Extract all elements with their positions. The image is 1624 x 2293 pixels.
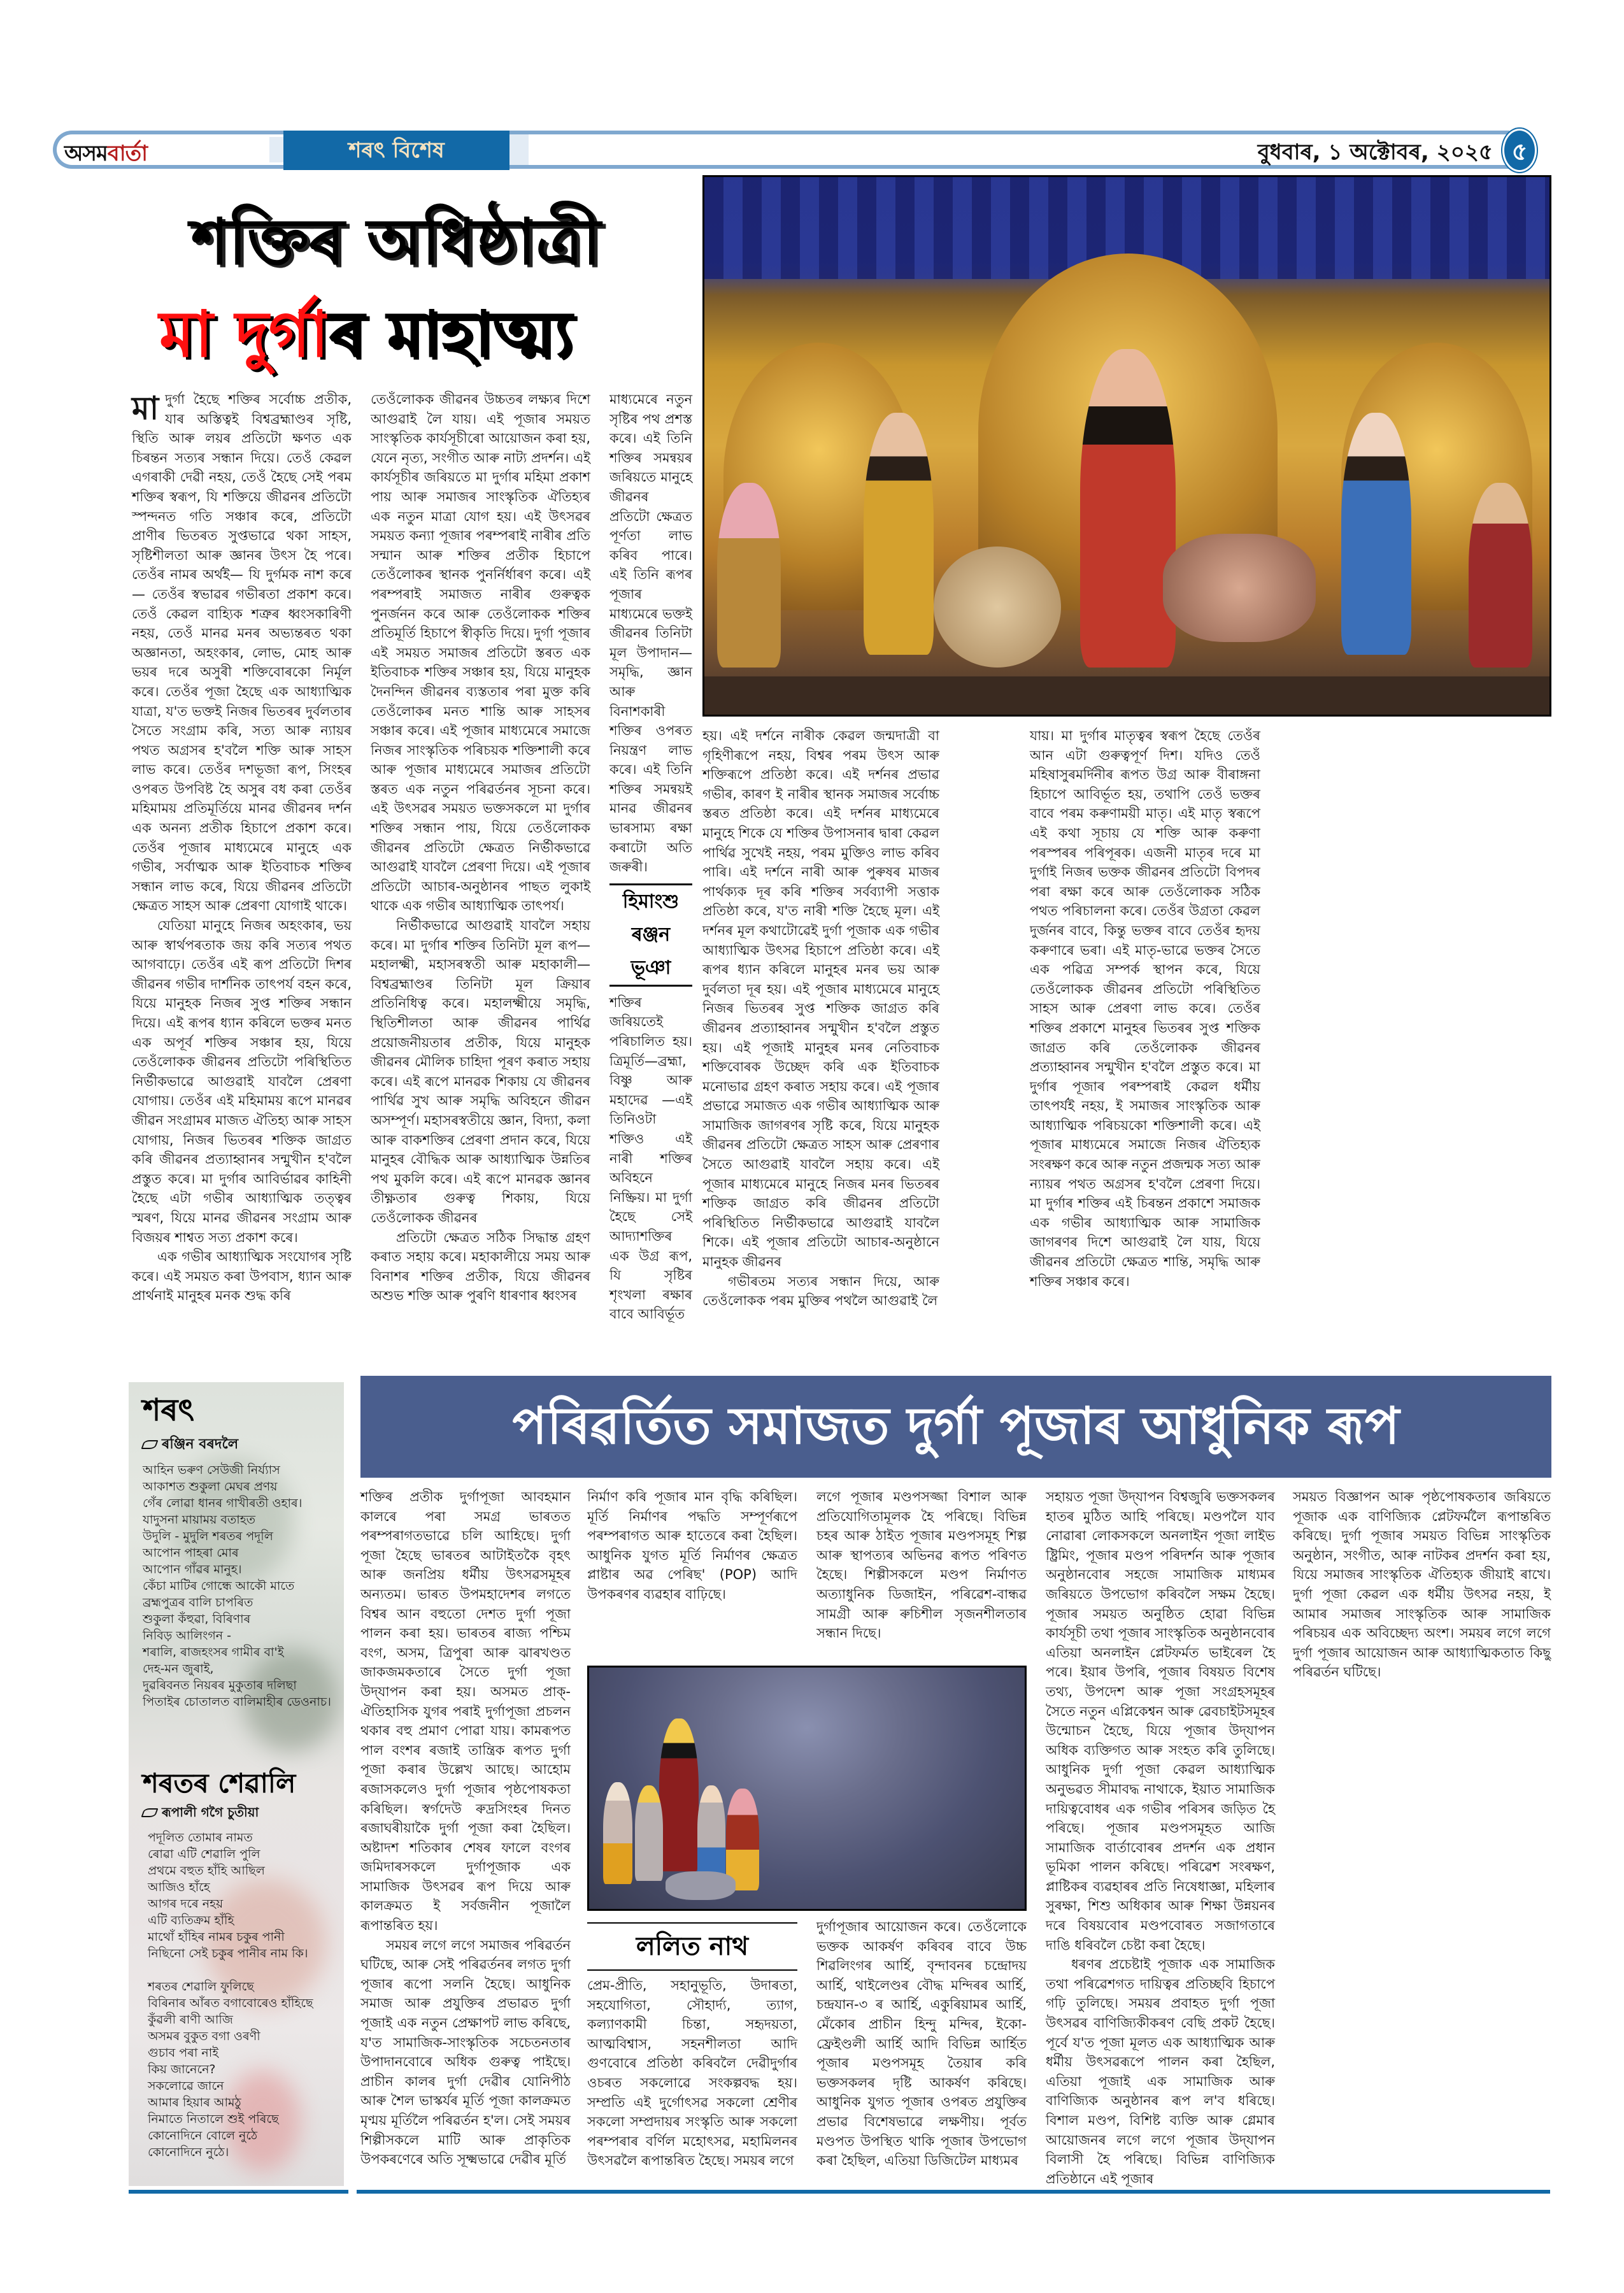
poem-line: ৰোৱা এটি শেৱালি পুলি bbox=[148, 1847, 260, 1861]
article1-paragraph: তেওঁলোকক জীৱনৰ উচ্চতৰ লক্ষ্যৰ দিশে আগুৱাই লৈ যায়। এই পূজাৰ সময়ত সাংস্কৃতিক কাৰ্যসূচীৰো আয়োজন কৰা হয়, যেনে নৃত্য, সংগীত আৰু নাট্য প্ৰদৰ্শন। এই কাৰ্যসূচীৰ জৰিয়তে মা দুৰ্গাৰ মহিমা প্ৰকাশ পায় আৰু সমাজৰ সাংস্কৃতিক ঐতিহ্যৰ এক নতুন মাত্ৰা যোগ হয়। এই উৎসৱৰ সময়ত কন্যা পূজাৰ পৰম্পৰাই নাৰীৰ প্ৰতি সন্মান আৰু শক্তিৰ প্ৰতীক হিচাপে তেওঁলোকৰ স্থানক পুনৰ্নিৰ্ধাৰণ কৰে। এই পৰম্পৰাই সমাজত নাৰীৰ গুৰুত্বক পুনৰ্জনন কৰে আৰু তেওঁলোকক শক্তিৰ প্ৰতিমূৰ্তি হিচাপে স্বীকৃতি দিয়ে। দুৰ্গা পূজাৰ এই সময়ত সমাজৰ প্ৰতিটো স্তৰত এক ইতিবাচক শক্তিৰ সঞ্চাৰ হয়, যিয়ে মানুহক দৈনন্দিন জীৱনৰ ব্যস্ততাৰ পৰা মুক্ত কৰি তেওঁলোকৰ মনত শান্তি আৰু সাহসৰ সঞ্চাৰ কৰে। এই পূজাৰ মাধ্যমেৰে সমাজে নিজৰ সাংস্কৃতিক পৰিচয়ক শক্তিশালী কৰে আৰু পূজাৰ মাধ্যমেৰে সমাজৰ প্ৰতিটো স্তৰত এক নতুন পৰিৱৰ্তনৰ সূচনা কৰে। এই উৎসৱৰ সময়ত ভক্তসকলে মা দুৰ্গাৰ শক্তিৰ সন্ধান পায়, যিয়ে তেওঁলোকক জীৱনৰ প্ৰতিটো ক্ষেত্ৰত নিৰ্ভীকভাৱে আগুৱাই যাবলৈ প্ৰেৰণা দিয়ে। এই পূজাৰ প্ৰতিটো আচাৰ-অনুষ্ঠানৰ পাছত লুকাই থাকে এক গভীৰ আধ্যাত্মিক তাৎপৰ্য। bbox=[371, 392, 590, 914]
issue-date: বুধবাৰ, ১ অক্টোবৰ, ২০২৫ bbox=[1257, 139, 1493, 165]
poem-line: কেঁচা মাটিৰ গোন্ধে আকৌ মাতে bbox=[143, 1578, 295, 1593]
text-column bbox=[587, 1917, 797, 2171]
article1-paragraph bbox=[132, 390, 352, 916]
poem-line: বিৰিনাৰ আঁৰত বগাবোৰেও হাঁহিছে bbox=[148, 1996, 313, 2010]
poem-line: পিতাইৰ চোতালত বালিমাহীৰ ডেওনাচ। bbox=[143, 1694, 331, 1709]
photo-base bbox=[704, 676, 1549, 715]
photo-asura-figure bbox=[666, 1871, 736, 1900]
poem-line: কোনোদিনে বোলে নুঠে bbox=[148, 2128, 258, 2143]
poem-sidebar bbox=[129, 1382, 344, 2186]
article1-author: হিমাংশু ৰঞ্জন ভূঞা bbox=[609, 883, 692, 987]
poem2-author-name: ৰূপালী গগৈ চুতীয়া bbox=[162, 1804, 259, 1820]
poem-line: নিমাতে নিতালে শুই পৰিছে bbox=[148, 2111, 279, 2126]
poem2-title: শৰতৰ শেৱালি bbox=[143, 1767, 296, 1799]
article2-headline: পৰিৱৰ্তিত সমাজত দুৰ্গা পূজাৰ আধুনিক ৰূপ bbox=[360, 1376, 1551, 1478]
text-column bbox=[1046, 1487, 1275, 2189]
dropcap: মা bbox=[132, 390, 159, 427]
photo-goddess-figure bbox=[635, 1785, 663, 1881]
poem-line: দুৱৰিবনত নিয়ৰৰ মুকুতাৰ দলিছা bbox=[143, 1678, 297, 1692]
article2-paragraph: নিৰ্মাণ কৰি পূজাৰ মান বৃদ্ধি কৰিছিল। মূৰ্তি নিৰ্মাণৰ পদ্ধতি সম্পূৰ্ণৰূপে পৰম্পৰাগত আৰু হাতেৰে কৰা হৈছিল। আধুনিক যুগত মূৰ্তি নিৰ্মাণৰ ক্ষেত্ৰত প্লাষ্টাৰ অৱ পেৰিছ' (POP) আদি উপকৰণৰ ব্যৱহাৰ বাঢ়িছে। bbox=[587, 1489, 797, 1602]
article1-headline-line1: শক্তিৰ অধিষ্ঠাত্ৰী bbox=[191, 204, 601, 279]
poem-line: অসমৰ বুকুত বগা ওৰণী bbox=[148, 2029, 260, 2043]
poem-line: আহিন ভৰুণ সেউজী নিৰ্য্যাস bbox=[143, 1462, 280, 1477]
masthead bbox=[53, 131, 1549, 170]
poem-line: শুকুলা কঁহুৱা, বিৰিণাৰ bbox=[143, 1611, 251, 1626]
article1-headline-line2 bbox=[159, 293, 573, 376]
newspaper-logo[interactable] bbox=[64, 137, 147, 173]
poem-line: শৰতৰ শেৱালি ফুলিছে bbox=[148, 1979, 254, 1994]
page-bottom-rule bbox=[357, 2190, 1550, 2194]
page-number-badge: ৫ bbox=[1502, 129, 1537, 172]
article2-paragraph: সময়ত বিজ্ঞাপন আৰু পৃষ্ঠপোষকতাৰ জৰিয়তে পূজাক এক বাণিজ্যিক প্লেটফৰ্মলৈ ৰূপান্তৰিত কৰিছে। দুৰ্গা পূজাৰ সময়ত বিভিন্ন সাংস্কৃতিক অনুষ্ঠান, সংগীত, আৰু নাটকৰ প্ৰদৰ্শন কৰা হয়, যিয়ে সমাজৰ সাংস্কৃতিক ঐতিহ্যক জীয়াই ৰাখে। দুৰ্গা পূজা কেৱল এক ধৰ্মীয় উৎসৱ নহয়, ই আমাৰ সমাজৰ সাংস্কৃতিক আৰু সামাজিক পৰিচয়ৰ এক অবিচ্ছেদ্য অংশ। সময়ৰ লগে লগে দুৰ্গা পূজাৰ আয়োজন আৰু আধ্যাত্মিকতাত কিছু পৰিৱৰ্তন ঘটিছে। bbox=[1293, 1489, 1551, 1680]
poem-sidebar-content bbox=[129, 1382, 344, 2161]
text-column bbox=[360, 1487, 571, 2169]
poem-line: আকাশত শুকুলা মেঘৰ প্ৰণয় bbox=[143, 1479, 278, 1494]
poem-line: আপোন পাহৰা মোৰ bbox=[143, 1545, 239, 1560]
article2-paragraph: শক্তিৰ প্ৰতীক দুৰ্গাপূজা আবহমান কালৰে পৰা সমগ্ৰ ভাৰতত পৰম্পৰাগতভাৱে চলি আহিছে। দুৰ্গা পূজা হৈছে ভাৰতৰ আটাইতকৈ বৃহৎ আৰু জনপ্ৰিয় ধৰ্মীয় উৎসৱসমূহৰ অন্যতম। ভাৰত উপমহাদেশৰ লগতে বিশ্বৰ আন বহুতো দেশত দুৰ্গা পূজা পালন কৰা হয়। ভাৰতৰ ৰাজ্য পশ্চিম বংগ, অসম, ত্ৰিপুৰা আৰু ঝাৰখণ্ডত জাকজমকতাৰে সৈতে দুৰ্গা পূজা উদ্‌যাপন কৰা হয়। অসমত প্ৰাক্-ঐতিহাসিক যুগৰ পৰাই দুৰ্গাপূজা প্ৰচলন থকাৰ বহু প্ৰমাণ পোৱা যায়। কামৰূপত পাল বংশৰ ৰজাই তান্ত্ৰিক ৰূপত দুৰ্গা পূজা কৰাৰ উল্লেখ আছে। আহোম ৰজাসকলেও দুৰ্গা পূজাৰ পৃষ্ঠপোষকতা কৰিছিল। স্বৰ্গদেউ ৰুদ্ৰসিংহৰ দিনত ৰজাঘৰীয়াকৈ দুৰ্গা পূজা কৰা হৈছিল। অষ্টাদশ শতিকাৰ শেষৰ ফালে বংগৰ জমিদাৰসকলে দুৰ্গাপূজাক এক সামাজিক উৎসৱৰ ৰূপ দিয়ে আৰু কালক্ৰমত ই সৰ্বজনীন পূজালৈ ৰূপান্তৰিত হয়। bbox=[360, 1489, 571, 1934]
poem1-author bbox=[143, 1433, 335, 1457]
pen-icon bbox=[141, 1808, 158, 1817]
article2-paragraph: সময়ৰ লগে লগে সমাজৰ পৰিৱৰ্তন ঘটিছে, আৰু সেই পৰিৱৰ্তনৰ লগত দুৰ্গা পূজাৰ ৰূপো সলনি হৈছে। আধুনিক সমাজ আৰু প্ৰযুক্তিৰ প্ৰভাৱত দুৰ্গা পূজাই এক নতুন প্ৰেক্ষাপট লাভ কৰিছে, য'ত সামাজিক-সাংস্কৃতিক সচেতনতাৰ উপাদানবোৰে অধিক গুৰুত্ব পাইছে। প্ৰাচীন কালৰ দুৰ্গা দেৱীৰ যোনিপীঠ আৰু শৈল ভাস্কৰ্যৰ মূৰ্তি পূজা কালক্ৰমত মৃণ্ময় মূৰ্তিলৈ পৰিৱৰ্তন হ'ল। সেই সময়ৰ শিল্পীসকলে মাটি আৰু প্ৰাকৃতিক উপকৰণেৰে অতি সূক্ষ্মভাৱে দেৱীৰ মূৰ্তি bbox=[360, 1937, 571, 2168]
poem-line: এটি ব্যতিক্ৰম হাঁহি bbox=[148, 1913, 234, 1927]
photo-durga-figure bbox=[1080, 349, 1176, 668]
poem2-author bbox=[143, 1803, 335, 1824]
poem-line: আগৰ দৰে নহয় bbox=[148, 1896, 224, 1911]
text-column bbox=[816, 1917, 1027, 2171]
poem-line: মাথোঁ হাঁহিৰ নামৰ চকুৰ পানী bbox=[148, 1929, 285, 1944]
article2-paragraph: সহায়ত পূজা উদ্‌যাপন বিশ্বজুৰি ভক্তসকলৰ হাতৰ মুঠিত আহি পৰিছে। মণ্ডপলৈ যাব নোৱাৰা লোকসকলে অনলাইন পূজা লাইভ ষ্ট্ৰিমিং, পূজাৰ মণ্ডপ পৰিদৰ্শন আৰু পূজাৰ অনুষ্ঠানবোৰ সহজে সামাজিক মাধ্যমৰ জৰিয়তে উপভোগ কৰিবলৈ সক্ষম হৈছে। পূজাৰ সময়ত অনুষ্ঠিত হোৱা বিভিন্ন কাৰ্যসূচী তথা পূজাৰ সাংস্কৃতিক অনুষ্ঠানবোৰ এতিয়া অনলাইন প্লেটফৰ্মত ভাইৰেল হৈ পৰে। ইয়াৰ উপৰি, পূজাৰ বিষয়ত বিশেষ তথ্য, উপদেশ আৰু পূজা সংগ্ৰহসমূহৰ সৈতে নতুন এপ্লিকেশ্বন আৰু ৱেবচাইটসমূহৰ উন্মোচন হৈছে, যিয়ে পূজাৰ উদ্‌যাপন অধিক ব্যক্তিগত আৰু সংহত কৰি তুলিছে। আধুনিক দুৰ্গা পূজা কেৱল আধ্যাত্মিক অনুভৱত সীমাবদ্ধ নাথাকে, ইয়াত সামাজিক দায়িত্ববোধৰ এক গভীৰ পৰিসৰ জড়িত হৈ পৰিছে। পূজাৰ মণ্ডপসমূহত আজি সামাজিক বাৰ্তাবোৰৰ প্ৰদৰ্শন এক প্ৰধান ভূমিকা পালন কৰিছে। পৰিৱেশ সংৰক্ষণ, প্লাষ্টিকৰ ব্যৱহাৰৰ প্ৰতি নিষেধাজ্ঞা, মহিলাৰ সুৰক্ষা, শিশু অধিকাৰ আৰু শিক্ষা উন্নয়নৰ দৰে বিষয়বোৰ মণ্ডপবোৰত সজাগতাৰে দাঙি ধৰিবলৈ চেষ্টা কৰা হৈছে। bbox=[1046, 1489, 1275, 1953]
section-tab[interactable]: শৰৎ বিশেষ bbox=[283, 131, 509, 170]
poem-line: কুঁৱলী ৰাণী আজি bbox=[148, 2012, 233, 2027]
poem-line: সকলোৱে জানে bbox=[148, 2078, 224, 2093]
photo-goddess-figure bbox=[603, 1782, 632, 1884]
poem1-lines bbox=[143, 1462, 335, 1710]
article1-paragraph: গভীৰতম সত্যৰ সন্ধান দিয়ে, আৰু তেওঁলোকক পৰম মুক্তিৰ পথলৈ আগুৱাই লৈ bbox=[702, 1273, 939, 1309]
masthead-right-panel bbox=[509, 131, 1509, 169]
sidebar-bottom-rule bbox=[129, 2190, 348, 2194]
text-column bbox=[1030, 726, 1260, 1291]
durga-idol-photo-2 bbox=[587, 1666, 1027, 1911]
article1-paragraph: নিৰ্ভীকভাৱে আগুৱাই যাবলৈ সহায় কৰে। মা দুৰ্গাৰ শক্তিৰ তিনিটা মূল ৰূপ— মহালক্ষ্মী, মহাসৰস্বতী আৰু মহাকালী— বিশ্বব্ৰহ্মাণ্ডৰ তিনিটা মূল ক্ৰিয়াৰ প্ৰতিনিধিত্ব কৰে। মহালক্ষ্মীয়ে সমৃদ্ধি, স্থিতিশীলতা আৰু জীৱনৰ পাৰ্থিৱ প্ৰয়োজনীয়তাৰ প্ৰতীক, যিয়ে মানুহক জীৱনৰ মৌলিক চাহিদা পূৰণ কৰাত সহায় কৰে। এই ৰূপে মানৱক শিকায় যে জীৱনৰ পাৰ্থিৱ সুখ আৰু সমৃদ্ধি অবিহনে জীৱন অসম্পূৰ্ণ। মহাসৰস্বতীয়ে জ্ঞান, বিদ্যা, কলা আৰু বাকশক্তিৰ প্ৰেৰণা প্ৰদান কৰে, যিয়ে মানুহৰ বৌদ্ধিক আৰু আধ্যাত্মিক উন্নতিৰ পথ মুকলি কৰে। এই ৰূপে মানৱক জ্ঞানৰ তীক্ষ্ণতাৰ গুৰুত্ব শিকায়, যিয়ে তেওঁলোকক জীৱনৰ bbox=[371, 918, 590, 1225]
photo-ganesha-figure bbox=[717, 483, 781, 668]
poem-line: গুচাব পৰা নাই bbox=[148, 2045, 219, 2060]
text-column bbox=[587, 1487, 797, 1604]
poem-line: কোনোদিনে নুঠে। bbox=[148, 2145, 229, 2159]
photo-goddess-figure bbox=[1341, 413, 1411, 655]
article2-paragraph: ধৰণৰ প্ৰচেষ্টাই পূজাক এক সামাজিক তথা পৰিৱেশগত দায়িত্বৰ প্ৰতিচ্ছবি হিচাপে গঢ়ি তুলিছে। সময়ৰ প্ৰবাহত দুৰ্গা পূজা উৎসৱৰ বাণিজ্যিকীকৰণ বেছি প্ৰকট হৈছে। পূৰ্বে য'ত পূজা মূলত এক আধ্যাত্মিক আৰু ধৰ্মীয় উৎসৱৰূপে পালন কৰা হৈছিল, এতিয়া পূজাই এক সামাজিক আৰু বাণিজ্যিক অনুষ্ঠানৰ ৰূপ ল'ব ধৰিছে। বিশাল মণ্ডপ, বিশিষ্ট ব্যক্তি আৰু গ্লেমাৰ আয়োজনৰ লগে লগে পূজাৰ উদ্‌যাপন বিলাসী হৈ পৰিছে। বিভিন্ন বাণিজ্যিক প্ৰতিষ্ঠানে এই পূজাৰ bbox=[1046, 1957, 1275, 2187]
masthead-accent bbox=[509, 134, 529, 165]
photo-kartik-figure bbox=[1469, 483, 1532, 668]
photo-goddess-figure bbox=[697, 1785, 725, 1881]
poem-line: উদুলি - মুদুলি শৰতৰ পদূলি bbox=[143, 1529, 273, 1543]
poem2-lines bbox=[143, 1829, 335, 2161]
photo-lion-figure bbox=[934, 546, 1061, 668]
logo-part-1: অসম bbox=[64, 141, 108, 166]
text-column bbox=[371, 390, 590, 1306]
text-column bbox=[702, 726, 939, 1311]
pen-icon bbox=[141, 1440, 158, 1449]
text-column bbox=[1293, 1487, 1551, 1682]
article1-paragraph: শক্তিৰ জৰিয়তেই পৰিচালিত হয়। ত্ৰিমূৰ্তি—ব্ৰহ্মা, বিষ্ণু আৰু মহাদেৱ —এই তিনিওটা শক্তিও এই নাৰী শক্তিৰ অবিহনে নিষ্ক্ৰিয়। মা দুৰ্গা হৈছে সেই আদ্যাশক্তিৰ এক উগ্ৰ ৰূপ, যি সৃষ্টিৰ শৃংখলা ৰক্ষাৰ বাবে আবিৰ্ভূত bbox=[609, 994, 692, 1322]
photo-goddess-figure bbox=[864, 413, 934, 655]
article2-paragraph: প্ৰেম-প্ৰীতি, সহানুভূতি, উদাৰতা, সহযোগিতা, সৌহাৰ্দ্য, ত্যাগ, কল্যাণকামী চিন্তা, সহৃদয়তা, আত্মবিশ্বাস, সহনশীলতা আদি গুণবোৰে প্ৰতিষ্ঠা কৰিবলৈ দেৱীদুৰ্গাৰ ওচৰত সকলোৱে সংকল্পবদ্ধ হয়। সম্প্ৰতি এই দুৰ্গোৎসৱ সকলো শ্ৰেণীৰ সকলো সম্প্ৰদায়ৰ সংস্কৃতি আৰু সকলো পৰম্পৰাৰ বৰ্ণিল মহোৎসৱ, মহামিলনৰ উৎসৱলৈ ৰূপান্তৰিত হৈছে। সময়ৰ লগে bbox=[587, 1978, 797, 2169]
poem-line: আপোন গাঁৱৰ মানুহ। bbox=[143, 1562, 242, 1576]
poem1-title: শৰৎ bbox=[143, 1392, 195, 1428]
article1-paragraph: মাধ্যমেৰে নতুন সৃষ্টিৰ পথ প্ৰশস্ত কৰে। এই তিনি শক্তিৰ সমন্বয়ৰ জৰিয়তে মানুহে জীৱনৰ প্ৰতিটো ক্ষেত্ৰত পূৰ্ণতা লাভ কৰিব পাৰে। এই তিনি ৰূপৰ পূজাৰ মাধ্যমেৰে ভক্তই জীৱনৰ তিনিটা মূল উপাদান— সমৃদ্ধি, জ্ঞান আৰু বিনাশকাৰী শক্তিৰ ওপৰত নিয়ন্ত্ৰণ লাভ কৰে। এই তিনি শক্তিৰ সমন্বয়ই মানৱ জীৱনৰ ভাৰসাম্য ৰক্ষা কৰাটো অতি জৰুৰী। bbox=[609, 392, 692, 875]
photo-ganesha-figure bbox=[726, 1789, 759, 1890]
durga-idol-photo bbox=[702, 175, 1551, 717]
article2-paragraph: লগে পূজাৰ মণ্ডপসজ্জা বিশাল আৰু প্ৰতিযোগিতামূলক হৈ পৰিছে। বিভিন্ন চহৰ আৰু ঠাইত পূজাৰ মণ্ডপসমূহ শিল্প আৰু স্থাপত্যৰ অভিনৱ ৰূপত পৰিণত হৈছে। শিল্পীসকলে মণ্ডপ নিৰ্মাণত অত্যাধুনিক ডিজাইন, পৰিৱেশ-বান্ধৱ সামগ্ৰী আৰু ৰুচিশীল সৃজনশীলতাৰ সন্ধান দিছে। bbox=[816, 1489, 1027, 1641]
article1-paragraph: এক গভীৰ আধ্যাত্মিক সংযোগৰ সৃষ্টি কৰে। এই সময়ত কৰা উপবাস, ধ্যান আৰু প্ৰাৰ্থনাই মানুহৰ মনক শুদ্ধ কৰি bbox=[132, 1249, 352, 1304]
photo-durga-figure bbox=[659, 1718, 699, 1871]
article1-paragraph: প্ৰতিটো ক্ষেত্ৰত সঠিক সিদ্ধান্ত গ্ৰহণ কৰাত সহায় কৰে। মহাকালীয়ে সময় আৰু বিনাশৰ শক্তিৰ প্ৰতীক, যিয়ে জীৱনৰ অশুভ শক্তি আৰু পুৰণি ধাৰণাৰ ধ্বংসৰ bbox=[371, 1229, 590, 1304]
article1-paragraph: যেতিয়া মানুহে নিজৰ অহংকাৰ, ভয় আৰু স্বাৰ্থপৰতাক জয় কৰি সত্যৰ পথত আগবাঢ়ে। তেওঁৰ এই ৰূপ প্ৰতিটো দিশৰ জীৱনৰ গভীৰ দাৰ্শনিক তাৎপৰ্য বহন কৰে, যিয়ে মানুহক নিজৰ সুপ্ত শক্তিৰ সন্ধান দিয়ে। এই ৰূপৰ ধ্যান কৰিলে ভক্তৰ মনত এক অপূৰ্ব শক্তিৰ সঞ্চাৰ হয়, যিয়ে তেওঁলোকক জীৱনৰ প্ৰতিটো পৰিস্থিতিত নিৰ্ভীকভাৱে আগুৱাই যাবলৈ প্ৰেৰণা যোগায়। তেওঁৰ এই মহিমাময় ৰূপে মানৱৰ জীৱন সংগ্ৰামৰ মাজত ঐতিহ্য আৰু সাহস যোগায়, নিজৰ ভিতৰৰ শক্তিক জাগ্ৰত কৰি জীৱনৰ প্ৰত্যাহ্বানৰ সন্মুখীন হ'বলৈ প্ৰস্তুত কৰে। মা দুৰ্গাৰ আবিৰ্ভাৱৰ কাহিনী হৈছে এটা গভীৰ আধ্যাত্মিক তত্ত্বৰ স্মৰণ, যিয়ে মানৱ জীৱনৰ সংগ্ৰাম আৰু বিজয়ৰ শাশ্বত সত্য প্ৰকাশ কৰে। bbox=[132, 918, 352, 1245]
poem-line: যাদুসনা মায়াময় বতাহত bbox=[143, 1512, 256, 1527]
text-column bbox=[609, 390, 692, 1324]
poem-line: নিছিনো সেই চকুৰ পানীৰ নাম কি। bbox=[148, 1946, 308, 1961]
poem-line: পদূলিত তোমাৰ নামত bbox=[148, 1830, 253, 1845]
text-column bbox=[816, 1487, 1027, 1643]
poem-line: প্ৰথমে বহুত হাঁহি আছিল bbox=[148, 1863, 265, 1878]
masthead-left-panel bbox=[53, 131, 283, 169]
text-column bbox=[132, 390, 352, 1306]
poem-line: শৰালি, ৰাজহংসৰ গামীৰ বা'ই bbox=[143, 1645, 284, 1659]
logo-part-2: বাৰ্তা bbox=[107, 141, 147, 166]
poem-line: নিবিড় আলিংগন - bbox=[143, 1628, 232, 1643]
poem-line: গেঁৰ লোৱা ধানৰ গাখীৰতী ওহাৰ। bbox=[143, 1496, 303, 1510]
poem-line: কিয় জানেনে? bbox=[148, 2062, 216, 2076]
poem-line bbox=[148, 1962, 335, 1978]
poem1-author-name: ৰঞ্জিন বৰদলৈ bbox=[162, 1436, 239, 1452]
article1-paragraph: যায়। মা দুৰ্গাৰ মাতৃত্বৰ স্বৰূপ হৈছে তেওঁৰ আন এটা গুৰুত্বপূৰ্ণ দিশ। যদিও তেওঁ মহিষাসুৰমৰ্দিনীৰ ৰূপত উগ্ৰ আৰু বীৰাঙ্গনা হিচাপে আবিৰ্ভূত হয়, তথাপি তেওঁ ভক্তৰ বাবে পৰম কৰুণাময়ী মাতৃ। এই মাতৃ স্বৰূপে এই কথা সূচায় যে শক্তি আৰু কৰুণা পৰস্পৰৰ পৰিপূৰক। এজনী মাতৃৰ দৰে মা দুৰ্গাই নিজৰ ভক্তক জীৱনৰ প্ৰতিটো বিপদৰ পৰা ৰক্ষা কৰে আৰু তেওঁলোকক সঠিক পথত পৰিচালনা কৰে। তেওঁৰ উগ্ৰতা কেৱল দুৰ্জনৰ বাবে, কিন্তু ভক্তৰ বাবে তেওঁৰ হৃদয় কৰুণাৰে ভৰা। এই মাতৃ-ভাৱে ভক্তৰ সৈতে এক পৱিত্ৰ সম্পৰ্ক স্থাপন কৰে, যিয়ে তেওঁলোকক জীৱনৰ প্ৰতিটো পৰিস্থিতিত সাহস আৰু প্ৰেৰণা লাভ কৰে। তেওঁৰ শক্তিৰ প্ৰকাশে মানুহৰ ভিতৰৰ সুপ্ত শক্তিক জাগ্ৰত কৰি তেওঁলোকক জীৱনৰ প্ৰত্যাহ্বানৰ সন্মুখীন হ'বলৈ প্ৰস্তুত কৰে। মা দুৰ্গাৰ পূজাৰ পৰম্পৰাই কেৱল ধৰ্মীয় তাৎপৰ্যই নহয়, ই সমাজৰ সাংস্কৃতিক আৰু আধ্যাত্মিক পৰিচয়কো শক্তিশালী কৰে। এই পূজাৰ মাধ্যমেৰে সমাজে নিজৰ ঐতিহ্যক সংৰক্ষণ কৰে আৰু নতুন প্ৰজন্মক সত্য আৰু ন্যায়ৰ পথত অগ্ৰসৰ হ'বলৈ প্ৰেৰণা দিয়ে। মা দুৰ্গাৰ শক্তিৰ এই চিৰন্তন প্ৰকাশে সমাজক এক গভীৰ আধ্যাত্মিক আৰু সামাজিক জাগৰণৰ দিশে আগুৱাই লৈ যায়, যিয়ে জীৱনৰ প্ৰতিটো ক্ষেত্ৰত শান্তি, সমৃদ্ধি আৰু শক্তিৰ সঞ্চাৰ কৰে। bbox=[1030, 728, 1260, 1289]
headline-red-part: মা দুৰ্গা bbox=[159, 297, 329, 371]
poem-separator bbox=[143, 1710, 335, 1768]
poem-line: ব্ৰহ্মপুত্ৰৰ বালি চাপৰিত bbox=[143, 1595, 253, 1610]
poem-line: দেহ-মন জুৰাই, bbox=[143, 1661, 214, 1676]
poem-line: আজিও হাঁহে bbox=[148, 1880, 210, 1894]
headline-black-part: ৰ মাহাত্ম্য bbox=[329, 297, 573, 371]
article1-paragraph: হয়। এই দৰ্শনে নাৰীক কেৱল জন্মদাত্ৰী বা গৃহিণীৰূপে নহয়, বিশ্বৰ পৰম উৎস আৰু শক্তিৰূপে প্ৰতিষ্ঠা কৰে। এই দৰ্শনৰ প্ৰভাৱ গভীৰ, কাৰণ ই নাৰীৰ স্থানক সমাজৰ সৰ্বোচ্চ স্তৰত প্ৰতিষ্ঠা কৰে। এই দৰ্শনৰ মাধ্যমেৰে মানুহে শিকে যে শক্তিৰ উপাসনাৰ দ্বাৰা কেৱল পাৰ্থিৱ সুখেই নহয়, পৰম মুক্তিও লাভ কৰিব পাৰি। এই দৰ্শনে নাৰী আৰু পুৰুষৰ মাজৰ পাৰ্থক্যক দূৰ কৰি শক্তিৰ সৰ্বব্যাপী সত্তাক প্ৰতিষ্ঠা কৰে, য'ত নাৰী শক্তি হৈছে মূল। এই দৰ্শনৰ মূল কথাটোৱেই দুৰ্গা পূজাক এক গভীৰ আধ্যাত্মিক উৎসৱ হিচাপে প্ৰতিষ্ঠা কৰে। এই ৰূপৰ ধ্যান কৰিলে মানুহৰ মনৰ ভয় আৰু দুৰ্বলতা দূৰ হয়। এই পূজাৰ মাধ্যমেৰে মানুহে নিজৰ ভিতৰৰ সুপ্ত শক্তিক জাগ্ৰত কৰি জীৱনৰ প্ৰত্যাহ্বানৰ সন্মুখীন হ'বলৈ প্ৰস্তুত হয়। এই পূজাই মানুহৰ মনৰ নেতিবাচক শক্তিবোৰক উচ্ছেদ কৰি এক ইতিবাচক মনোভাৱ গ্ৰহণ কৰাত সহায় কৰে। এই পূজাৰ প্ৰভাৱে সমাজত এক গভীৰ আধ্যাত্মিক আৰু সামাজিক জাগৰণৰ সৃষ্টি কৰে, যিয়ে মানুহক জীৱনৰ প্ৰতিটো ক্ষেত্ৰত সাহস আৰু প্ৰেৰণাৰ সৈতে আগুৱাই যাবলৈ সহায় কৰে। এই পূজাৰ মাধ্যমেৰে মানুহে নিজৰ মনৰ ভিতৰৰ শক্তিক জাগ্ৰত কৰি জীৱনৰ প্ৰতিটো পৰিস্থিতিত নিৰ্ভীকভাৱে আগুৱাই যাবলৈ শিকে। এই পূজাৰ প্ৰতিটো আচাৰ-অনুষ্ঠানে মানুহক জীৱনৰ bbox=[702, 728, 939, 1270]
article2-paragraph: দুৰ্গাপূজাৰ আয়োজন কৰে। তেওঁলোকে ভক্তক আকৰ্ষণ কৰিবৰ বাবে উচ্চ শিৱলিংগৰ আৰ্হি, বৃন্দাবনৰ চন্দ্ৰোদয় আৰ্হি, থাইলেণ্ডৰ বৌদ্ধ মন্দিৰৰ আৰ্হি, চন্দ্ৰযান-৩ ৰ আৰ্হি, একুৰিয়ামৰ আৰ্হি, মেঁকোৰ প্ৰাচীন হিন্দু মন্দিৰ, ইকো-ফ্ৰেইণ্ডলী আৰ্হি আদি বিভিন্ন আৰ্হিত পূজাৰ মণ্ডপসমূহ তৈয়াৰ কৰি ভক্তসকলৰ দৃষ্টি আকৰ্ষণ কৰিছে। আধুনিক যুগত পূজাৰ ওপৰত প্ৰযুক্তিৰ প্ৰভাৱ বিশেষভাৱে লক্ষণীয়। পূৰ্বত মণ্ডপত উপস্থিত থাকি পূজাৰ উপভোগ কৰা হৈছিল, এতিয়া ডিজিটেল মাধ্যমৰ bbox=[816, 1919, 1027, 2169]
poem-line: আমাৰ হিয়াৰ আমঠু bbox=[148, 2095, 241, 2110]
column-text: দুৰ্গা হৈছে শক্তিৰ সৰ্বোচ্চ প্ৰতীক, যাৰ অস্তিত্বই বিশ্বব্ৰহ্মাণ্ডৰ সৃষ্টি, স্থিতি আৰু লয়ৰ প্ৰতিটো ক্ষণত এক চিৰন্তন সত্যৰ সন্ধান দিয়ে। তেওঁ কেৱল এগৰাকী দেৱী নহয়, তেওঁ হৈছে সেই পৰম শক্তিৰ স্বৰূপ, যি শক্তিয়ে জীৱনৰ প্ৰতিটো স্পন্দনত গতি সঞ্চাৰ কৰে, প্ৰতিটো প্ৰাণীৰ ভিতৰত সুপ্তভাৱে থকা সাহস, সৃষ্টিশীলতা আৰু জ্ঞানৰ উৎস হৈ পৰে। তেওঁৰ নামৰ অৰ্থই— যি দুৰ্গমক নাশ কৰে— তেওঁৰ স্বভাৱৰ গভীৰতা প্ৰকাশ কৰে। তেওঁ কেৱল বাহ্যিক শত্ৰুৰ ধ্বংসকাৰিণী নহয়, তেওঁ মানৱ মনৰ অভ্যন্তৰত থকা অজ্ঞানতা, অহংকাৰ, লোভ, মোহ আৰু ভয়ৰ দৰে অসুৰী শক্তিবোৰকো নিৰ্মূল কৰে। তেওঁৰ পূজা হৈছে এক আধ্যাত্মিক যাত্ৰা, য'ত ভক্তই নিজৰ ভিতৰৰ দুৰ্বলতাৰ সৈতে সংগ্ৰাম কৰি, সত্য আৰু ন্যায়ৰ পথত অগ্ৰসৰ হ'বলৈ শক্তি আৰু সাহস লাভ কৰে। তেওঁৰ দশভূজা ৰূপ, সিংহৰ ওপৰত উপবিষ্ট হৈ অসুৰ বধ কৰা তেওঁৰ মহিমাময় প্ৰতিমূৰ্তিয়ে মানৱ জীৱনৰ দৰ্শন এক অনন্য প্ৰতীক হিচাপে প্ৰকাশ কৰে। তেওঁৰ পূজাৰ মাধ্যমেৰে মানুহে এক গভীৰ, সৰ্বাত্মক আৰু ইতিবাচক শক্তিৰ সন্ধান লাভ কৰে, যিয়ে জীৱনৰ প্ৰতিটো ক্ষেত্ৰত সাহস আৰু প্ৰেৰণা যোগাই থাকে। bbox=[132, 392, 352, 914]
photo-asura-figure bbox=[1163, 534, 1316, 642]
article2-author: ললিত নাথ bbox=[587, 1922, 797, 1971]
